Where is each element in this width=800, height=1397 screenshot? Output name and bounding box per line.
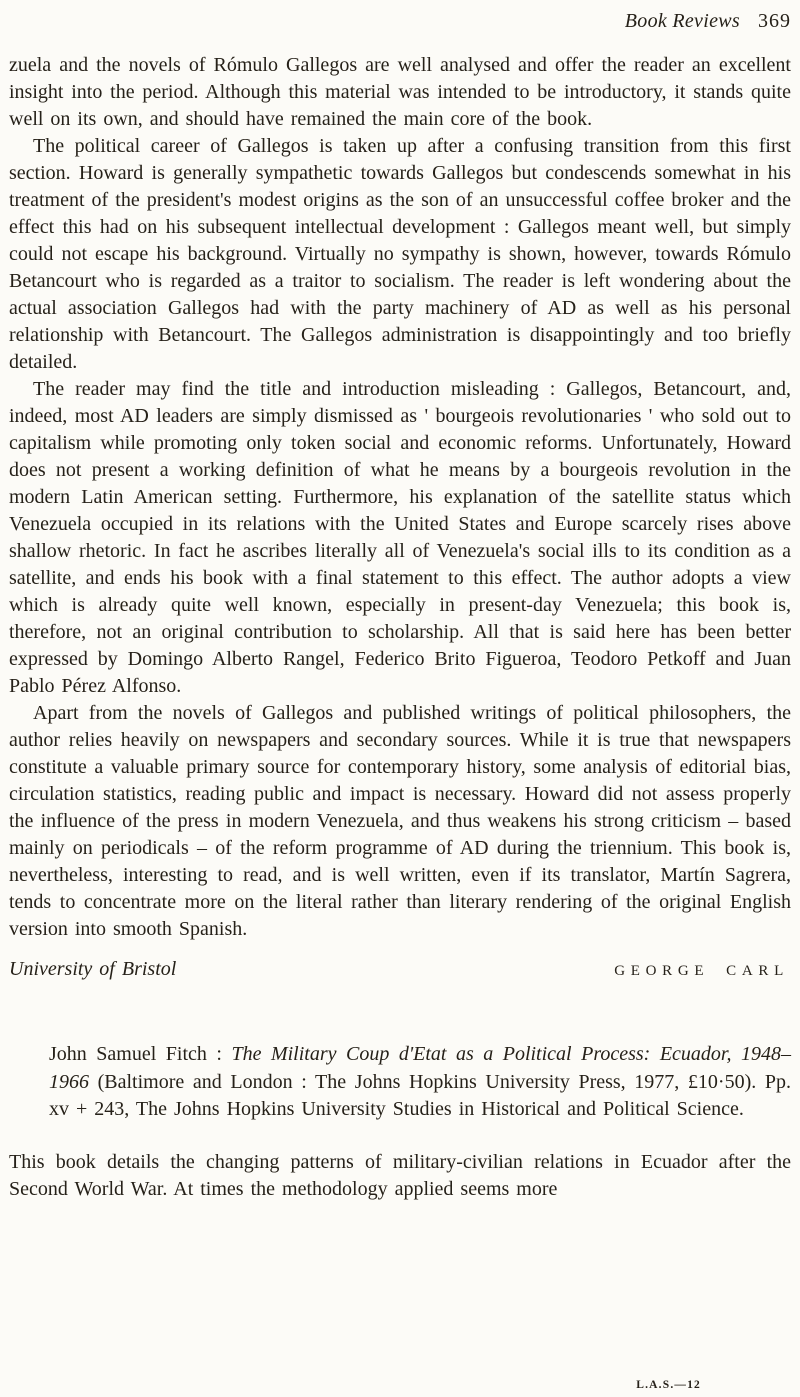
citation-author: John Samuel Fitch : — [49, 1043, 232, 1065]
review-paragraph-continuation: zuela and the novels of Rómulo Gallegos are well analysed and offer the reader an excellent insight into the period. Although this material was intended to be introductory, it stands quite well on its own, and should have remained the main core of the book. — [9, 54, 791, 130]
review-paragraph: Apart from the novels of Gallegos and published writings of political philosophers, the author relies heavily on newspapers and secondary sources. While it is true that newspapers constitute a valuable primary source for contemporary history, some analysis of editorial bias, circulation statistics, reading public and impact is necessary. Howard did not assess properly the influence of the press in modern Venezuela, and thus weakens his strong criticism – based mainly on periodicals – of the reform programme of AD during the triennium. This book is, nevertheless, interesting to read, and is well written, even if its translator, Martín Sagrera, tends to concentrate more on the literal rather than literary rendering of the original English version into smooth Spanish. — [9, 702, 791, 940]
reviewer-affiliation: University of Bristol — [9, 958, 177, 980]
review-paragraph: The political career of Gallegos is taken up after a confusing transition from this first section. Howard is generally sympathetic towards Gallegos but condescends somewhat in his treatment of the president's modest origins as the son of an unsuccessful coffee broker and the effect this had on his subsequent intellectual development : Gallegos meant well, but simply could not escape his background. Virtually no sympathy is shown, however, towards Rómulo Betancourt who is regarded as a traitor to socialism. The reader is left wondering about the actual association Gallegos had with the party machinery of AD as well as his personal relationship with Betancourt. The Gallegos administration is disappointingly and too briefly detailed. — [9, 135, 791, 373]
page-header — [9, 8, 791, 34]
book-citation — [49, 1041, 791, 1124]
printers-mark: L.A.S.—12 — [636, 1379, 701, 1391]
signature-row — [9, 956, 791, 985]
citation-publication-details: (Baltimore and London : The Johns Hopkins University Press, 1977, £10·50). Pp. xv + 243, The Johns Hopkins University Studies in Historical and Political Science. — [49, 1070, 791, 1120]
page-number: 369 — [758, 10, 791, 32]
review-paragraph: The reader may find the title and introduction misleading : Gallegos, Betancourt, and, indeed, most AD leaders are simply dismissed as ' bourgeois revolutionaries ' who sold out to capitalism while promoting only token social and economic reforms. Unfortunately, Howard does not present a working definition of what he means by a bourgeois revolution in the modern Latin American setting. Furthermore, his explanation of the satellite status which Venezuela occupied in its relations with the United States and Europe scarcely rises above shallow rhetoric. In fact he ascribes literally all of Venezuela's social ills to its condition as a satellite, and ends his book with a final statement to this effect. The author adopts a view which is already quite well known, especially in present-day Venezuela; this book is, therefore, not an original contribution to scholarship. All that is said here has been better expressed by Domingo Alberto Rangel, Federico Brito Figueroa, Teodoro Petkoff and Juan Pablo Pérez Alfonso. — [9, 378, 791, 697]
reviewer-name: GEORGE CARL — [614, 963, 789, 979]
citation-book-title: The Military Coup d'Etat as a Political Process: Ecuador, 1948–1966 — [49, 1043, 791, 1093]
review-paragraph: This book details the changing patterns of military-civilian relations in Ecuador after the Second World War. At times the methodology applied seems more — [9, 1150, 791, 1200]
review-text-block — [9, 52, 791, 1203]
running-title: Book Reviews — [624, 10, 740, 32]
